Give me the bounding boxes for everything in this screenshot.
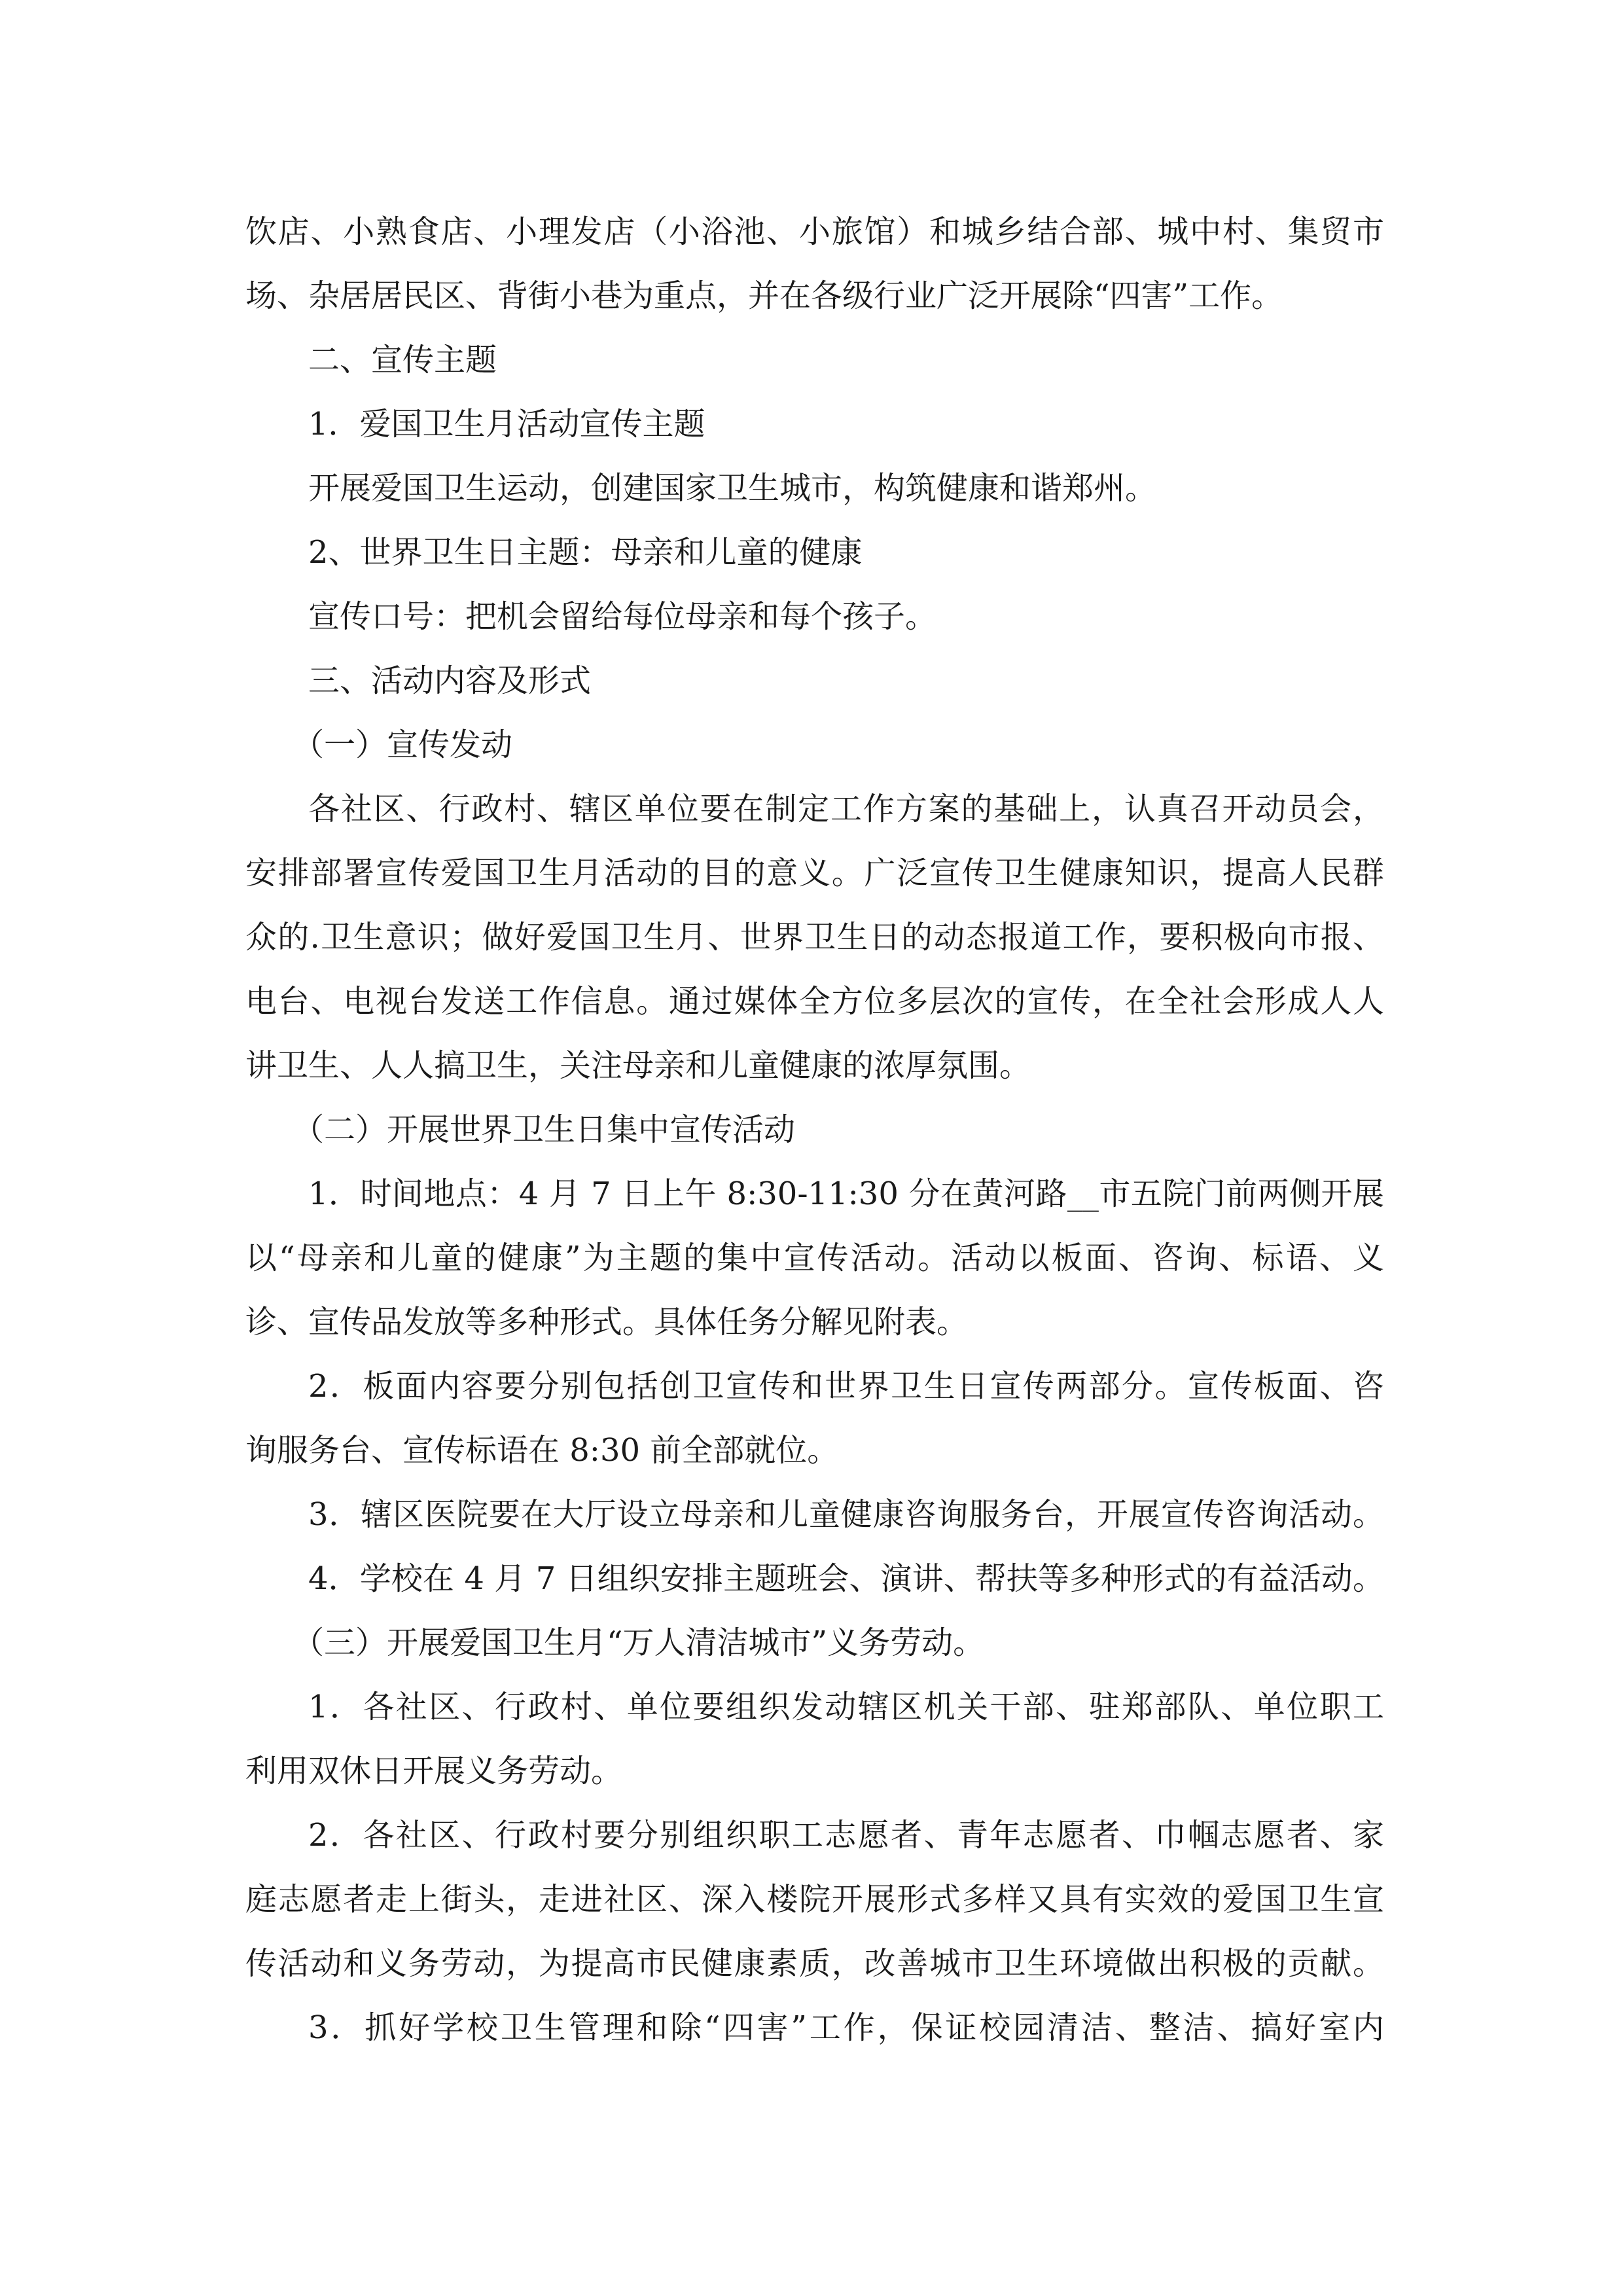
text-line: 讲卫生、人人搞卫生，关注母亲和儿童健康的浓厚氛围。 xyxy=(245,1047,1031,1084)
subsection-heading: （一）宣传发动 xyxy=(293,726,513,763)
text-line: 2．各社区、行政村要分别组织职工志愿者、青年志愿者、巾帼志愿者、家 xyxy=(308,1817,1384,1854)
text-line: 1．各社区、行政村、单位要组织发动辖区机关干部、驻郑部队、单位职工 xyxy=(308,1689,1384,1725)
text-line: 1．时间地点：4 月 7 日上午 8:30-11:30 分在黄河路__市五院门前两侧开展 xyxy=(308,1175,1384,1212)
text-line: 开展爱国卫生运动，创建国家卫生城市，构筑健康和谐郑州。 xyxy=(308,470,1157,507)
text-line: 场、杂居居民区、背街小巷为重点，并在各级行业广泛开展除“四害”工作。 xyxy=(245,278,1283,314)
text-line: 利用双休日开展义务劳动。 xyxy=(245,1753,623,1789)
text-line: 各社区、行政村、辖区单位要在制定工作方案的基础上，认真召开动员会， xyxy=(308,791,1384,827)
text-line: 饮店、小熟食店、小理发店（小浴池、小旅馆）和城乡结合部、城中村、集贸市 xyxy=(245,213,1384,250)
text-line: 庭志愿者走上街头，走进社区、深入楼院开展形式多样又具有实效的爱国卫生宣 xyxy=(245,1881,1384,1918)
text-line: 询服务台、宣传标语在 8:30 前全部就位。 xyxy=(245,1432,839,1469)
text-line: 3．辖区医院要在大厅设立母亲和儿童健康咨询服务台，开展宣传咨询活动。 xyxy=(308,1496,1384,1533)
text-line: 以“母亲和儿童的健康”为主题的集中宣传活动。活动以板面、咨询、标语、义 xyxy=(245,1240,1384,1276)
section-heading: 三、活动内容及形式 xyxy=(308,662,592,699)
text-line: 传活动和义务劳动，为提高市民健康素质，改善城市卫生环境做出积极的贡献。 xyxy=(245,1945,1384,1982)
subsection-heading: （二）开展世界卫生日集中宣传活动 xyxy=(293,1111,796,1148)
subsection-heading: 2、世界卫生日主题：母亲和儿童的健康 xyxy=(308,534,863,571)
section-heading: 二、宣传主题 xyxy=(308,342,497,378)
text-line: 3．抓好学校卫生管理和除“四害”工作，保证校园清洁、整洁、搞好室内 xyxy=(308,2009,1384,2046)
subsection-heading: 1．爱国卫生月活动宣传主题 xyxy=(308,406,705,442)
subsection-heading: （三）开展爱国卫生月“万人清洁城市”义务劳动。 xyxy=(293,1624,985,1661)
body-text xyxy=(245,200,1384,2060)
text-line: 4．学校在 4 月 7 日组织安排主题班会、演讲、帮扶等多种形式的有益活动。 xyxy=(308,1560,1384,1597)
text-line: 众的.卫生意识；做好爱国卫生月、世界卫生日的动态报道工作，要积极向市报、 xyxy=(245,919,1384,956)
text-line: 诊、宣传品发放等多种形式。具体任务分解见附表。 xyxy=(245,1304,969,1340)
text-line: 2．板面内容要分别包括创卫宣传和世界卫生日宣传两部分。宣传板面、咨 xyxy=(308,1368,1384,1405)
text-line: 宣传口号：把机会留给每位母亲和每个孩子。 xyxy=(308,598,937,635)
text-line: 安排部署宣传爱国卫生月活动的目的意义。广泛宣传卫生健康知识，提高人民群 xyxy=(245,855,1384,891)
text-line: 电台、电视台发送工作信息。通过媒体全方位多层次的宣传，在全社会形成人人 xyxy=(245,983,1384,1020)
